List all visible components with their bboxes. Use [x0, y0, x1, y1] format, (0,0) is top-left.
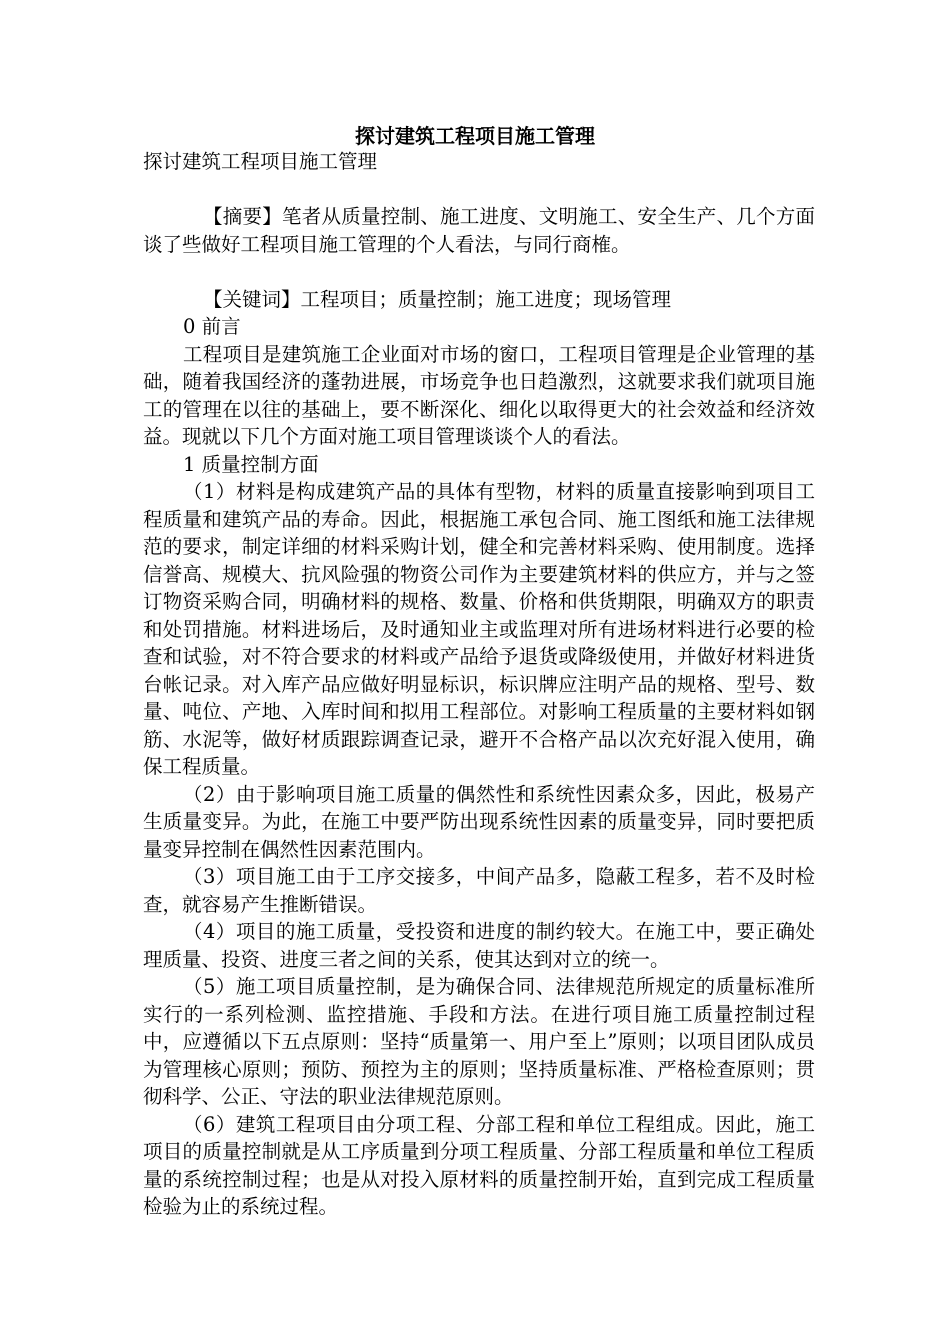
quality-paragraph-6: （6）建筑工程项目由分项工程、分部工程和单位工程组成。因此，施工项目的质量控制就是从工序质量到分项工程质量、分部工程质量和单位工程质量的系统控制过程；也是从对投入原材料的质量控制开始，直到完成工程质量检验为止的系统过程。: [143, 1112, 815, 1218]
preface-paragraph: 工程项目是建筑施工企业面对市场的窗口，工程项目管理是企业管理的基础，随着我国经济的蓬勃进展，市场竞争也日趋激烈，这就要求我们就项目施工的管理在以往的基础上，要不断深化、细化以取得更大的社会效益和经济效益。现就以下几个方面对施工项目管理谈谈个人的看法。: [143, 342, 815, 448]
quality-paragraph-4: （4）项目的施工质量，受投资和进度的制约较大。在施工中，要正确处理质量、投资、进度三者之间的关系，使其达到对立的统一。: [143, 920, 815, 971]
quality-paragraph-3: （3）项目施工由于工序交接多，中间产品多，隐蔽工程多，若不及时检查，就容易产生推断错误。: [143, 865, 815, 916]
quality-paragraph-1: （1）材料是构成建筑产品的具体有型物，材料的质量直接影响到项目工程质量和建筑产品的寿命。因此，根据施工承包合同、施工图纸和施工法律规范的要求，制定详细的材料采购计划，健全和完善材料采购、使用制度。选择信誉高、规模大、抗风险强的物资公司作为主要建筑材料的供应方，并与之签订物资采购合同，明确材料的规格、数量、价格和供货期限，明确双方的职责和处罚措施。材料进场后，及时通知业主或监理对所有进场材料进行必要的检查和试验，对不符合要求的材料或产品给予退货或降级使用，并做好材料进货台帐记录。对入库产品应做好明显标识，标识牌应注明产品的规格、型号、数量、吨位、产地、入库时间和拟用工程部位。对影响工程质量的主要材料如钢筋、水泥等，做好材质跟踪调查记录，避开不合格产品以次充好混入使用，确保工程质量。: [143, 480, 815, 778]
abstract-paragraph: 【摘要】笔者从质量控制、施工进度、文明施工、安全生产、几个方面谈了些做好工程项目施工管理的个人看法，与同行商榷。: [143, 205, 815, 256]
document-subtitle: 探讨建筑工程项目施工管理: [143, 150, 378, 173]
blank-line: [143, 258, 815, 286]
blank-line: [143, 176, 815, 204]
quality-paragraph-2: （2）由于影响项目施工质量的偶然性和系统性因素众多，因此，极易产生质量变异。为此，在施工中要严防出现系统性因素的质量变异，同时要把质量变异控制在偶然性因素范围内。: [143, 782, 815, 861]
quality-paragraph-5: （5）施工项目质量控制，是为确保合同、法律规范所规定的质量标准所实行的一系列检测、监控措施、手段和方法。在进行项目施工质量控制过程中，应遵循以下五点原则：坚持“质量第一、用户至上”原则；以项目团队成员为管理核心原则；预防、预控为主的原则；坚持质量标准、严格检查原则；贯彻科学、公正、守法的职业法律规范原则。: [143, 975, 815, 1108]
section-heading-quality-control: 1 质量控制方面: [183, 452, 319, 476]
document-title: 探讨建筑工程项目施工管理: [355, 124, 595, 148]
document-body: [143, 148, 815, 1221]
section-heading-preface: 0 前言: [183, 315, 241, 338]
keywords-paragraph: 【关键词】工程项目；质量控制；施工进度；现场管理: [203, 287, 672, 311]
